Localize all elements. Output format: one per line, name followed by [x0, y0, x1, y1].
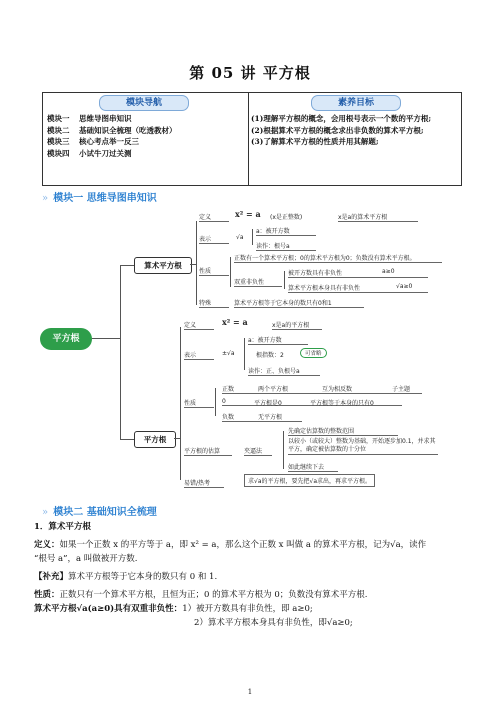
mm-special-label: 特殊: [199, 298, 229, 308]
mm-b-def-result: x是a的平方根: [272, 320, 322, 330]
mm-row-negative: 负数 无平方根: [222, 412, 302, 422]
mm-est-1: 先确定估算数的整数范围: [288, 426, 398, 436]
supplement-line: 【补充】算术平方根等于它本身的数只有 0 和 1.: [34, 572, 218, 582]
mm-rep-read: 读作：根号a: [256, 241, 316, 251]
goal-item: (3)了解算术平方根的性质并用其解题;: [251, 137, 379, 146]
mm-b-rep-label: 表示: [184, 350, 214, 360]
mm-dual-2: 算术平方根本身具有非负性 √a≥0: [288, 283, 428, 293]
dual-line-1: 算术平方根√a(a≥0)具有双重非负性：1）被开方数具有非负性，即 a≥0;: [34, 604, 313, 614]
connector: [284, 271, 285, 289]
page-title: 第 05 讲 平方根: [189, 64, 311, 82]
section-header-2: » 模块二 基础知识全梳理: [42, 507, 157, 518]
mm-prop-label: 性质: [199, 266, 229, 276]
mm-rep-label: 表示: [199, 234, 229, 244]
nav-item: 模块四 小试牛刀过关测: [47, 148, 132, 158]
mm-omit-bubble: 可省略: [300, 348, 327, 358]
table-divider: [248, 93, 249, 185]
mm-step: 夹逼法: [244, 446, 272, 456]
connector: [120, 439, 134, 440]
mindmap-node-square-root: 平方根: [134, 431, 176, 448]
overview-table: [42, 92, 462, 186]
mindmap-root: 平方根: [40, 328, 92, 350]
mm-b-rep-sym: ±√a: [222, 350, 235, 357]
mm-b-rep-idx: 根指数：2: [256, 352, 284, 359]
nav-label: 模块导航: [99, 95, 189, 111]
mm-def-formula: x² = a: [235, 209, 261, 219]
connector: [215, 388, 216, 416]
nav-list: [47, 113, 177, 159]
page-number: 1: [247, 688, 253, 696]
connector: [180, 327, 181, 480]
mm-err-label: 易错/热考: [184, 478, 224, 488]
goal-item: (2)根据算术平方根的概念求出非负数的算术平方根;: [251, 125, 424, 135]
connector: [92, 338, 120, 339]
definition-line-2: “根号 a”，a 叫做被开方数.: [34, 554, 138, 564]
connector: [230, 257, 231, 287]
connector: [196, 221, 197, 305]
mm-def-note: (x是正整数): [270, 214, 303, 221]
mm-err-box: 求√a的平方根，要先把√a求出，再求平方根。: [244, 474, 375, 487]
chevron-icon: »: [42, 507, 49, 518]
content-body: [34, 520, 474, 630]
property-line: 性质：正数只有一个算术平方根，且恒为正；0 的算术平方根为 0；负数没有算术平方根.: [34, 590, 368, 600]
goals-label: 素养目标: [311, 95, 401, 111]
mindmap-node-arithmetic: 算术平方根: [134, 257, 192, 274]
nav-item: 模块三 核心考点举一反三: [47, 137, 139, 146]
mm-b-def-label: 定义: [184, 320, 214, 330]
mm-est-2: 以较小（或较大）整数为基础，开始逐步加0.1，并求其平方，确定被估算数的十分位: [288, 438, 438, 455]
mm-est-3: 如此继续下去: [288, 462, 338, 472]
content-heading: 1．算术平方根: [34, 522, 91, 532]
nav-item: 模块二 基础知识全梳理（吃透教材）: [47, 125, 177, 135]
mm-def-label: 定义: [199, 212, 229, 222]
chevron-icon: »: [42, 193, 49, 204]
goals-list: [251, 113, 459, 148]
mm-b-rep-read: 读作：正、负根号a: [248, 366, 320, 376]
section-header-1: » 模块一 思维导图串知识: [42, 193, 157, 204]
mm-b-rep-a: a：被开方数: [248, 335, 308, 345]
mm-def-result: x是a的算术平方根: [338, 212, 418, 222]
mm-dual: 双重非负性: [234, 277, 282, 287]
mm-prop-1: 正数有一个算术平方根；0的算术平方根为0；负数没有算术平方根。: [234, 253, 442, 263]
mm-rep-a: a：被开方数: [256, 226, 316, 236]
mm-est-label: 平方根的估算: [184, 446, 232, 456]
nav-item: 模块一 思维导图串知识: [47, 114, 132, 123]
connector: [283, 431, 284, 469]
definition-line: 定义：如果一个正数 x 的平方等于 a，即 x² = a，那么这个正数 x 叫做 a 的算术平方根，记为√a，读作: [34, 540, 427, 550]
connector: [120, 265, 134, 266]
dual-line-2: 2）算术平方根本身具有非负性，即√a≥0;: [194, 618, 353, 628]
goal-item: (1)理解平方根的概念，会用根号表示一个数的平方根;: [251, 114, 432, 123]
mm-dual-1: 被开方数具有非负性 a≥0: [288, 268, 428, 278]
mm-rep-sym: √a: [236, 234, 244, 241]
mm-b-prop-label: 性质: [184, 398, 214, 408]
mm-row-positive: 正数 两个平方根 互为相反数 子主题: [222, 384, 422, 394]
connector: [244, 338, 245, 370]
connector: [120, 265, 121, 439]
mm-special: 算术平方根等于它本身的数只有0和1: [234, 298, 364, 308]
connector: [252, 229, 253, 245]
mm-b-def-formula: x² = a: [222, 317, 248, 327]
mm-row-zero: 0 平方根是0 平方根等于本身的只有0: [222, 398, 402, 406]
